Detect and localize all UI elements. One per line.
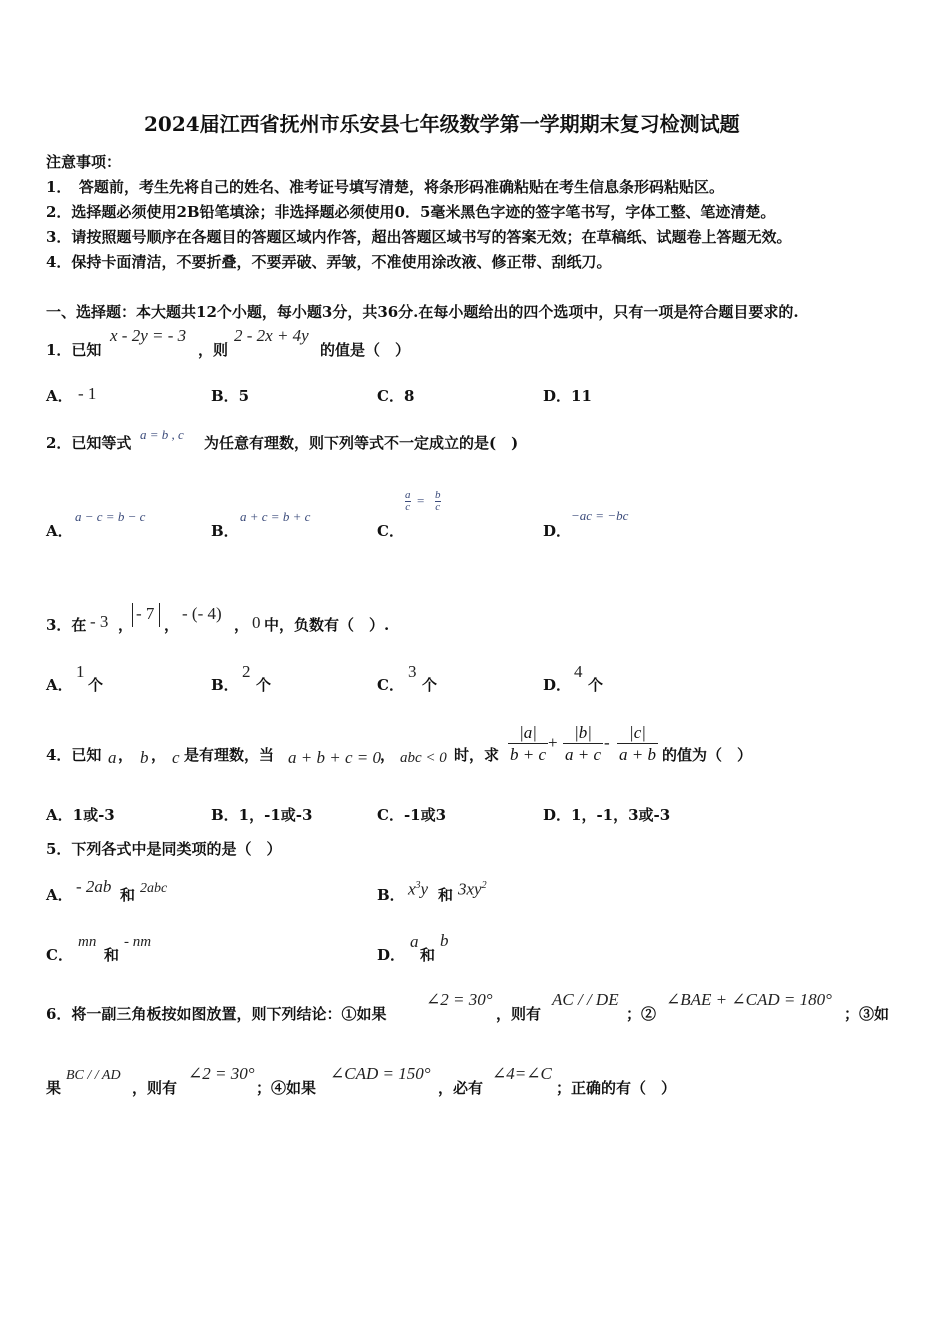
q3-sep-1: ， (118, 616, 134, 634)
q4-mid-1: 是有理数，当 (184, 746, 275, 764)
q1-expr-target: 2 - 2x + 4y (234, 326, 309, 345)
q3-option-d-label: D． (543, 676, 572, 694)
q2-option-c-label: C． (377, 522, 404, 540)
q5-option-c-and: 和 (104, 946, 120, 964)
q5-b1: x (408, 879, 416, 899)
q4-suffix: 的值为（ ） (662, 746, 753, 764)
q3-abs-bar-left (132, 603, 133, 627)
q3-option-c-label: C． (377, 676, 404, 694)
q6-text-2: ；② (626, 1005, 657, 1023)
q2-option-a-label: A． (46, 522, 73, 540)
q6-expr-5: ∠2 = 30° (188, 1064, 255, 1083)
q3-option-d-number: 4 (574, 662, 583, 681)
q6-prefix: 6．将一副三角板按如图放置，则下列结论：①如果 (46, 1005, 387, 1023)
q4-fraction-3 (617, 722, 658, 765)
q4-fraction-3-numerator: |c| (617, 722, 658, 744)
q1-option-c: C．8 (377, 387, 415, 405)
q5-option-c-term-2: - nm (124, 934, 152, 950)
q4-option-c: C．-1或3 (377, 806, 447, 824)
q3-sep-2: ， (164, 616, 180, 634)
q4-var-c: c (172, 748, 180, 767)
q3-value-3: - (- 4) (182, 604, 222, 623)
q3-sep-3: ， (234, 616, 250, 634)
q6-text-4: 果 (46, 1079, 62, 1097)
q4-fraction-2-numerator: |b| (563, 722, 603, 744)
q4-prefix: 4．已知 (46, 746, 102, 764)
q5-option-a-term-1: - 2ab (76, 877, 112, 896)
q5-option-a-label: A． (46, 886, 73, 904)
q5-b1-tail: y (420, 879, 429, 899)
q4-fraction-2-denominator: a + c (565, 745, 602, 764)
notice-item-1: 1． 答题前，考生先将自己的姓名、准考证号填写清楚，将条形码准确粘贴在考生信息条形码粘贴区。 (46, 178, 724, 196)
q2-prefix: 2．已知等式 (46, 434, 132, 452)
q6-text-6: ；④如果 (256, 1079, 317, 1097)
q2-option-a-expr: a − c = b − c (75, 509, 146, 524)
q5-option-d-label: D． (377, 946, 406, 964)
q2-option-c-fraction-1 (405, 490, 411, 513)
q6-text-3: ；③如 (844, 1005, 890, 1023)
q4-sep-2: ， (151, 746, 167, 764)
q1-option-a-label: A． (46, 387, 73, 405)
q4-option-b: B．1，-1或-3 (211, 806, 313, 824)
q3-prefix: 3．在 (46, 616, 87, 634)
q4-op-plus: + (548, 733, 558, 752)
notice-item-3: 3．请按照题号顺序在各题目的答题区域内作答，超出答题区域书写的答案无效；在草稿纸、试题卷上答题无效。 (46, 228, 792, 246)
q2-option-c-eq: = (417, 493, 425, 508)
q4-f2n: b (578, 723, 588, 742)
q6-expr-2: AC / / DE (552, 990, 619, 1009)
q3-value-2: - 7 (136, 604, 155, 623)
q5-option-a-term-2: 2abc (140, 881, 168, 896)
q2-c-num2: b (435, 489, 441, 501)
q4-condition-sum: a + b + c = 0 (288, 748, 381, 767)
q3-suffix: 中，负数有（ ）. (264, 616, 390, 634)
q1-mid: ，则 (198, 341, 229, 359)
q5-b2: 3xy (458, 879, 482, 899)
q2-option-b-label: B． (211, 522, 239, 540)
q5-option-b-label: B． (377, 886, 405, 904)
q3-option-a-unit: 个 (88, 676, 104, 694)
q2-c-den1: c (405, 501, 411, 513)
q2-option-d-expr: −ac = −bc (571, 508, 629, 523)
q6-text-1: ，则有 (496, 1005, 542, 1023)
q6-text-5: ，则有 (132, 1079, 178, 1097)
q4-fraction-1-numerator: |a| (508, 722, 548, 744)
q4-fraction-1-denominator: b + c (510, 745, 547, 764)
notice-item-4: 4．保持卡面清洁，不要折叠，不要弄破、弄皱，不准使用涂改液、修正带、刮纸刀。 (46, 253, 612, 271)
q5-option-b-and: 和 (438, 886, 454, 904)
q4-condition-product: abc < 0 (400, 750, 447, 766)
q5-option-b-term-1 (408, 876, 428, 900)
q5-option-d-and: 和 (420, 946, 436, 964)
notice-item-2: 2．选择题必须使用2B铅笔填涂；非选择题必须使用0．5毫米黑色字迹的签字笔书写，字体工整、笔迹清楚。 (46, 203, 776, 221)
q4-op-minus: - (604, 733, 610, 752)
q5-option-d-term-1: a (410, 932, 419, 951)
q6-expr-6: ∠CAD = 150° (330, 1064, 431, 1083)
q4-sep-1: ， (118, 746, 134, 764)
q6-text-8: ；正确的有（ ） (556, 1079, 677, 1097)
q3-option-b-label: B． (211, 676, 239, 694)
q2-suffix: 为任意有理数，则下列等式不一定成立的是( ) (204, 434, 519, 452)
q6-text-7: ，必有 (438, 1079, 484, 1097)
q2-option-b-expr: a + c = b + c (240, 509, 311, 524)
q3-option-a-label: A． (46, 676, 73, 694)
q1-option-a-value: - 1 (78, 384, 97, 403)
q2-c-den2: c (435, 501, 441, 513)
q1-suffix: 的值是（ ） (320, 341, 411, 359)
q4-option-d: D．1，-1，3或-3 (543, 806, 671, 824)
q4-f3n: c (633, 723, 642, 742)
q5-option-c-label: C． (46, 946, 73, 964)
q3-value-4: 0 (252, 613, 261, 632)
q3-option-b-number: 2 (242, 662, 251, 681)
q1-prefix: 1．已知 (46, 341, 102, 359)
q6-expr-4: BC / / AD (66, 1068, 121, 1083)
q4-mid-2: 时，求 (454, 746, 500, 764)
q6-expr-1: ∠2 = 30° (426, 990, 493, 1009)
q2-c-num1: a (405, 489, 411, 501)
q5-stem: 5．下列各式中是同类项的是（ ） (46, 840, 282, 858)
q5-option-a-and: 和 (120, 886, 136, 904)
q3-abs-bar-right (159, 603, 160, 627)
q4-f1n: a (523, 723, 533, 742)
q2-option-d-label: D． (543, 522, 572, 540)
q2-condition: a = b , c (140, 427, 184, 442)
q5-option-c-term-1: mn (78, 934, 97, 950)
q5-option-b-term-2 (458, 876, 487, 900)
section-heading: 一、选择题：本大题共12个小题，每小题3分，共36分.在每小题给出的四个选项中，只有一项是符合题目要求的. (46, 303, 799, 321)
q1-option-b: B．5 (211, 387, 250, 405)
q3-value-1: - 3 (90, 612, 109, 631)
q4-var-b: b (140, 748, 149, 767)
q4-sep-3: ， (380, 746, 396, 764)
q3-option-c-unit: 个 (422, 676, 438, 694)
q6-expr-7: ∠4=∠C (492, 1064, 552, 1083)
q4-fraction-2 (563, 722, 603, 765)
q1-expr-condition: x - 2y = - 3 (110, 326, 187, 345)
q5-b2-exp: 2 (481, 880, 487, 891)
q4-var-a: a (108, 748, 117, 767)
q3-option-a-number: 1 (76, 662, 85, 681)
page-title: 2024届江西省抚州市乐安县七年级数学第一学期期末复习检测试题 (144, 112, 740, 136)
q3-option-b-unit: 个 (256, 676, 272, 694)
notice-heading: 注意事项： (46, 153, 122, 171)
q4-option-a: A．1或-3 (46, 806, 115, 824)
q5-option-d-term-2: b (440, 931, 449, 950)
q2-option-c-fraction-2 (435, 490, 441, 513)
q3-option-c-number: 3 (408, 662, 417, 681)
q3-option-d-unit: 个 (588, 676, 604, 694)
q1-option-d: D．11 (543, 387, 592, 405)
q4-fraction-3-denominator: a + b (619, 745, 656, 764)
q5-b1-exp: 3 (415, 880, 421, 891)
q6-expr-3: ∠BAE + ∠CAD = 180° (666, 990, 832, 1009)
q4-fraction-1 (508, 722, 548, 765)
